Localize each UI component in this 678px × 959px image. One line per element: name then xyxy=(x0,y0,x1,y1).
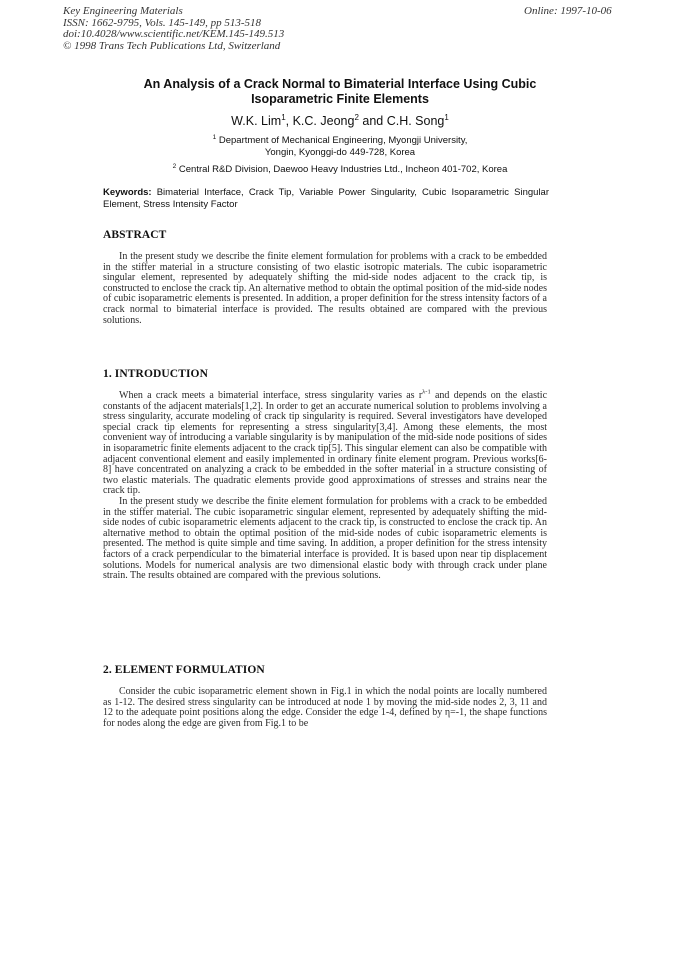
keywords-label: Keywords: xyxy=(103,187,152,198)
abstract-body xyxy=(103,252,547,326)
element-formulation-paragraph: Consider the cubic isoparametric element shown in Fig.1 in which the nodal points are locally numbered as 1-12. The desired stress singularity can be introduced at node 1 by moving the mid-side nodes 2, 3, 11 and 12 to the adequate point positions along the edge. Consider the edge 1-4, defined by η=-1, the shape functions for nodes along the edge are given from Fig.1 to be xyxy=(103,686,547,729)
introduction-heading: 1. INTRODUCTION xyxy=(103,368,209,380)
introduction-body xyxy=(103,388,548,582)
copyright-line: © 1998 Trans Tech Publications Ltd, Switzerland xyxy=(63,39,281,52)
affiliation-1-sup: 1 xyxy=(212,133,217,141)
introduction-paragraph-2: In the present study we describe the finite element formulation for problems with a crack to be embedded in the stiffer material. The cubic isoparametric singular element, represented by adequately shifting the mid-side nodes of cubic isoparametric elements adjacent to the crack tip, is constructed to enclose the crack tip. An alternative method to obtain the optimal position of the mid-side nodes of cubic isoparametric elements is presented. The method is quite simple and time saving. In addition, a proper definition for the stress intensity factors of a crack perpendicular to the bimaterial interface is provided. It is based upon near tip displacement solutions. Models for numerical analysis are two dimensional elastic body with through crack under plane strain. The results obtained are compared with the previous solutions. xyxy=(103,495,547,582)
singularity-exponent: λ-1 xyxy=(422,388,431,396)
intro-p1-rest: and depends on the elastic constants of the adjacent materials[1,2]. In order to get an accurate numerical solution to problems involving a stress singularity, accurate modeling of crack tip singularity is required. Several investigators have developed special crack tip elements for representing a stress singularity[3,4]. Among these elements, the most convenient way of introducing a variable singularity is by manipulation of the mid-side node positions of sides in isoparametric finite elements adjacent to the crack tip[5]. This singular element can also be compatible with adjacent conventional element and easily implemented in ordinary finite element program. Previous works[6-8] have concentrated on analyzing a crack to be embedded in the softer material in a structure consisting of two elastic materials. The quadratic elements provide good approximations of stresses and strains near the crack tip. xyxy=(103,390,548,497)
author-3: C.H. Song xyxy=(386,114,445,128)
doi-link[interactable]: doi:10.4028/www.scientific.net/KEM.145-149.513 xyxy=(63,28,285,40)
affiliation-1 xyxy=(80,135,600,159)
keywords-text: Bimaterial Interface, Crack Tip, Variable Power Singularity, Cubic Isoparametric Singular Element, Stress Intensity Factor xyxy=(103,187,549,210)
author-1-affil: 1 xyxy=(281,112,286,122)
affiliation-1-line-1 xyxy=(80,135,600,147)
affiliation-2-line-1 xyxy=(80,164,600,176)
paper-title xyxy=(80,77,600,107)
affiliation-2-text: Central R&D Division, Daewoo Heavy Industries Ltd., Incheon 401-702, Korea xyxy=(178,164,508,175)
author-2-affil: 2 xyxy=(354,112,359,122)
affiliation-2-sup: 2 xyxy=(172,162,177,170)
author-3-affil: 1 xyxy=(444,112,449,122)
introduction-paragraph-1 xyxy=(103,388,548,497)
author-separator: , xyxy=(285,114,293,128)
issn-line: ISSN: 1662-9795, Vols. 145-149, pp 513-518 xyxy=(63,16,261,29)
title-line-1: An Analysis of a Crack Normal to Bimaterial Interface Using Cubic xyxy=(143,77,537,91)
affiliation-1-text: Department of Mechanical Engineering, Myongji University, xyxy=(218,135,468,146)
affiliation-1-line-2: Yongin, Kyonggi-do 449-728, Korea xyxy=(264,147,416,158)
element-formulation-body xyxy=(103,687,547,729)
keywords xyxy=(103,187,549,210)
author-list xyxy=(80,114,600,128)
affiliation-2 xyxy=(80,164,600,176)
intro-p1-start: When a crack meets a bimaterial interface, stress singularity varies as r xyxy=(119,390,423,401)
title-line-2: Isoparametric Finite Elements xyxy=(251,92,429,106)
online-date-text: Online: 1997-10-06 xyxy=(524,5,612,17)
author-2: K.C. Jeong xyxy=(292,114,355,128)
abstract-heading: ABSTRACT xyxy=(103,229,167,241)
online-date xyxy=(524,6,612,18)
author-separator: and xyxy=(358,114,387,128)
element-formulation-heading: 2. ELEMENT FORMULATION xyxy=(103,664,265,676)
journal-header xyxy=(63,6,284,52)
abstract-paragraph: In the present study we describe the finite element formulation for problems with a crack to be embedded in the stiffer material in a structure consisting of two elastic isotropic materials. The cubic isoparametric singular element, represented by adequately shifting the mid-side nodes adjacent to the crack tip, is constructed to enclose the crack tip. An alternative method to obtain the optimal position of the mid-side nodes of cubic isoparametric elements is presented. In addition, a proper definition for the stress intensity factors of a crack normal to bimaterial interface is provided. The results obtained are compared with the previous solutions. xyxy=(103,251,547,326)
journal-name: Key Engineering Materials xyxy=(63,5,183,17)
author-1: W.K. Lim xyxy=(231,114,282,128)
